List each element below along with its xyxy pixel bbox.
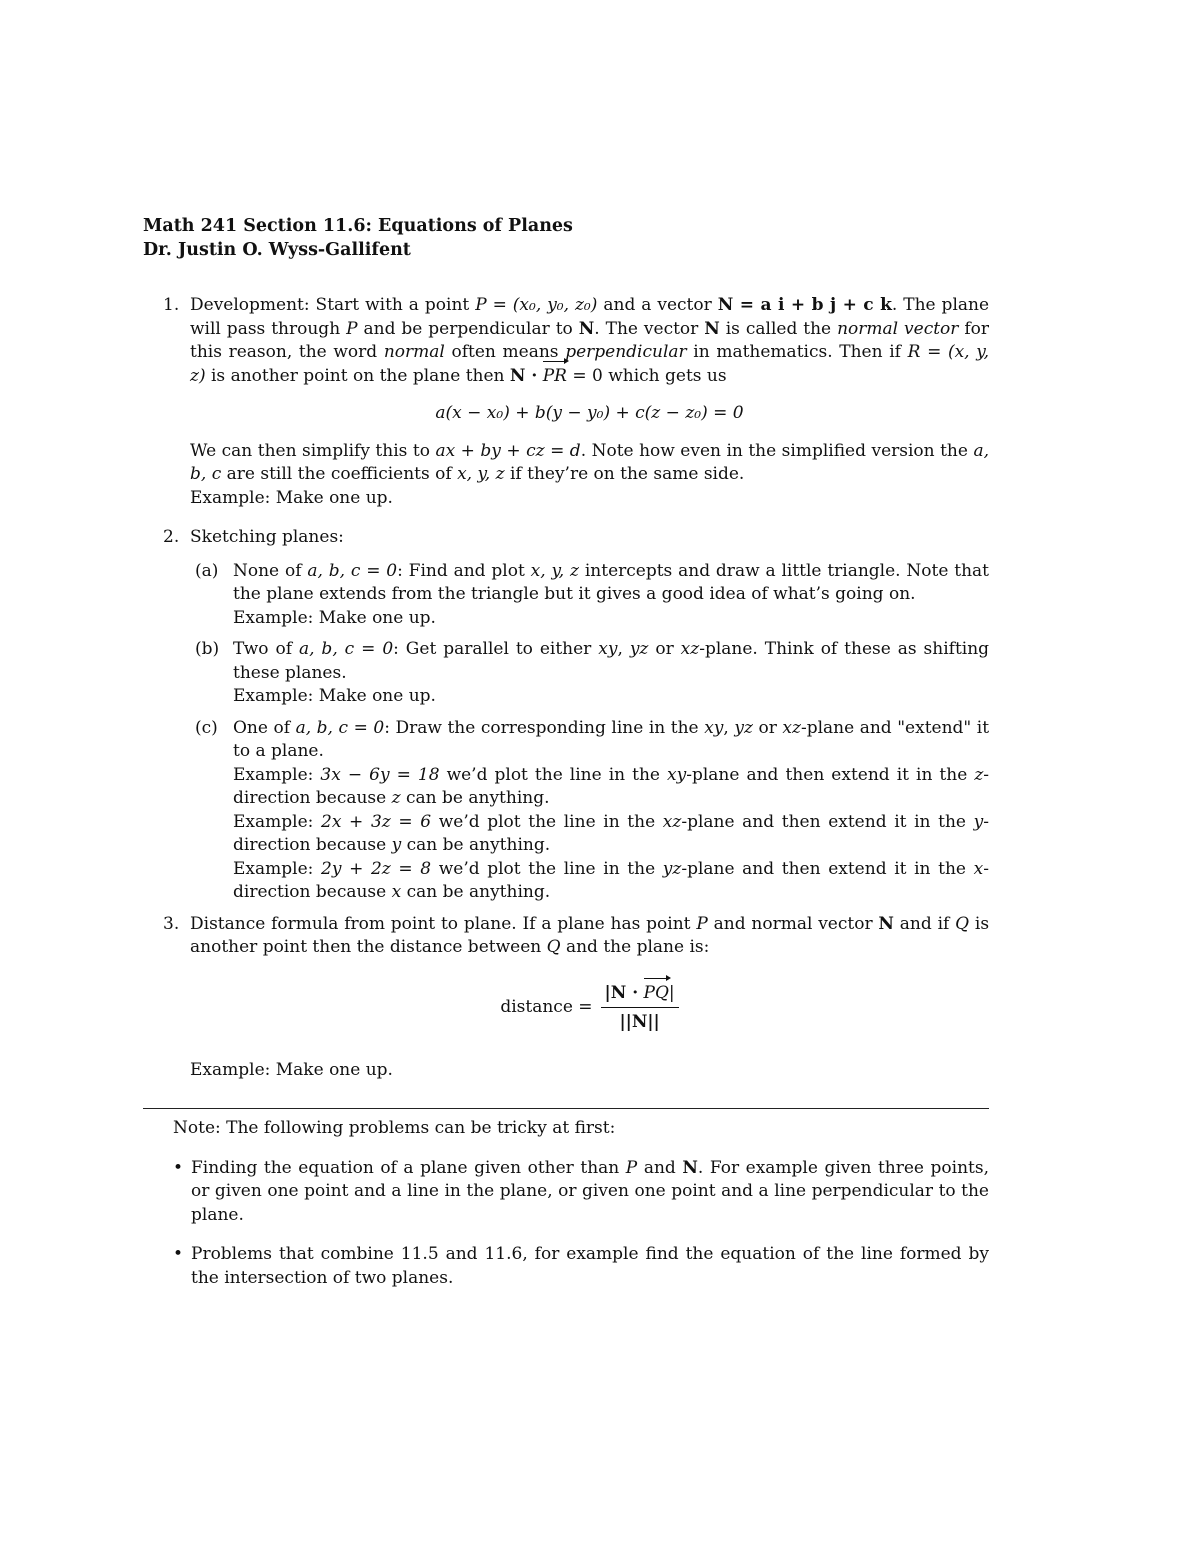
text: is another point then the distance between bbox=[190, 913, 990, 957]
math-n: N bbox=[578, 318, 595, 339]
sub-list bbox=[190, 560, 989, 905]
math-dot-lhs: N · bbox=[509, 365, 538, 386]
math-variable: z bbox=[391, 788, 401, 808]
example-line bbox=[233, 764, 989, 811]
fraction-body bbox=[601, 982, 679, 1035]
horizontal-rule bbox=[143, 1108, 989, 1109]
text: -plane and then extend it in the bbox=[681, 858, 966, 879]
formula-label: distance = bbox=[500, 997, 593, 1018]
math-example-equation: 2x + 3z = 6 bbox=[321, 811, 432, 832]
text: or bbox=[758, 717, 777, 738]
numerator-right: | bbox=[668, 982, 675, 1003]
example-line: Example: Make one up. bbox=[190, 487, 393, 508]
text: -direction because bbox=[233, 764, 990, 808]
math-abc: a, b, c bbox=[190, 440, 989, 484]
text: if they’re on the same side. bbox=[509, 464, 745, 484]
text: often means bbox=[451, 342, 559, 362]
math-p: P bbox=[346, 318, 358, 339]
text: Development: Start with a point bbox=[190, 295, 470, 315]
item-number: 2. bbox=[163, 527, 180, 547]
math-xy: xy bbox=[598, 639, 618, 659]
example-line: Example: Make one up. bbox=[233, 607, 436, 628]
bullet-icon: • bbox=[173, 1157, 184, 1178]
math-n: N bbox=[682, 1157, 698, 1178]
text: can be anything. bbox=[406, 835, 551, 855]
document-title: Math 241 Section 11.6: Equations of Planes bbox=[143, 216, 573, 236]
text: . The plane will pass through bbox=[190, 295, 990, 339]
text: One of bbox=[233, 717, 291, 738]
text: , bbox=[723, 717, 729, 738]
text: Example: bbox=[233, 811, 314, 832]
text: is another point on the plane then bbox=[211, 365, 505, 386]
list-item-distance bbox=[143, 913, 989, 1083]
math-vector-pr: PR bbox=[543, 365, 567, 389]
item-number: 1. bbox=[163, 295, 180, 315]
text: We can then simplify this to bbox=[190, 440, 430, 461]
math-xyz: x, y, z bbox=[530, 560, 580, 581]
math-variable: y bbox=[391, 835, 402, 855]
text: for this reason, the word bbox=[190, 318, 990, 362]
sub-item-c bbox=[190, 717, 989, 905]
math-example-equation: 3x − 6y = 18 bbox=[320, 764, 440, 785]
math-yz: yz bbox=[734, 717, 753, 738]
list-item-development bbox=[143, 294, 989, 510]
math-condition: a, b, c = 0 bbox=[307, 560, 398, 581]
text: can be anything. bbox=[406, 788, 550, 808]
text: Example: bbox=[233, 858, 314, 879]
document-author: Dr. Justin O. Wyss-Gallifent bbox=[143, 240, 411, 260]
text: . Note how even in the simplified version the bbox=[580, 440, 968, 461]
term-normal: normal bbox=[383, 342, 445, 362]
text: we’d plot the line in the bbox=[438, 858, 656, 879]
math-p: P bbox=[696, 913, 708, 934]
bullet-icon: • bbox=[173, 1244, 184, 1264]
text: are still the coefficients of bbox=[226, 464, 452, 484]
example-line: Example: Make one up. bbox=[190, 1059, 393, 1080]
math-plane: yz bbox=[662, 858, 682, 879]
text: -plane. Think of these as shifting these planes. bbox=[233, 639, 990, 683]
text: is called the bbox=[725, 318, 832, 339]
text: Sketching planes: bbox=[190, 527, 344, 547]
math-condition: a, b, c = 0 bbox=[295, 717, 385, 738]
denominator: ||N|| bbox=[619, 1012, 660, 1032]
notes-heading: Note: The following problems can be tricky at first: bbox=[173, 1118, 616, 1138]
distance-formula bbox=[190, 982, 989, 1035]
notes-section bbox=[143, 1117, 989, 1290]
math-n: N bbox=[704, 318, 720, 339]
numerator bbox=[601, 982, 679, 1009]
text: -plane and "extend" it to a plane. bbox=[233, 717, 990, 761]
text: Distance formula from point to plane. If a plane has point bbox=[190, 913, 691, 934]
math-n: N bbox=[878, 913, 894, 934]
main-list bbox=[143, 294, 989, 1082]
math-point-r: R = (x, y, z) bbox=[190, 342, 989, 386]
sub-item-a bbox=[190, 560, 989, 631]
math-point-p: P = (x₀, y₀, z₀) bbox=[475, 295, 598, 315]
math-normal-vector: N = a i + b j + c k bbox=[717, 295, 892, 315]
text: and normal vector bbox=[713, 913, 873, 934]
math-direction: y bbox=[973, 811, 984, 832]
document-body bbox=[143, 214, 989, 1290]
math-q: Q bbox=[546, 937, 561, 957]
fraction bbox=[500, 982, 678, 1035]
text: in mathematics. Then if bbox=[693, 342, 901, 362]
display-equation: a(x − x₀) + b(y − y₀) + c(z − z₀) = 0 bbox=[435, 403, 744, 423]
math-simplified: ax + by + cz = d bbox=[435, 440, 581, 461]
note-bullet bbox=[173, 1157, 989, 1228]
text: -direction because bbox=[233, 811, 989, 855]
math-dot-rhs: = 0 bbox=[572, 365, 603, 386]
math-direction: x bbox=[973, 858, 984, 879]
text: : Find and plot bbox=[397, 560, 525, 581]
text: which gets us bbox=[608, 365, 727, 386]
text: Example: bbox=[233, 764, 314, 785]
text: -plane and then extend it in the bbox=[686, 764, 968, 785]
sub-label: (a) bbox=[195, 560, 219, 581]
note-bullet bbox=[173, 1243, 989, 1290]
math-xz: xz bbox=[680, 639, 700, 659]
simplify-paragraph bbox=[190, 440, 989, 487]
text: and bbox=[643, 1157, 676, 1178]
text: we’d plot the line in the bbox=[446, 764, 660, 785]
math-example-equation: 2y + 2z = 8 bbox=[321, 858, 432, 879]
text: Finding the equation of a plane given other than bbox=[191, 1157, 620, 1178]
text: and if bbox=[899, 913, 950, 934]
sub-label: (b) bbox=[195, 639, 220, 659]
example-line bbox=[233, 811, 989, 858]
math-yz: yz bbox=[629, 639, 649, 659]
math-plane: xy bbox=[667, 764, 687, 785]
numerator-left: |N · bbox=[604, 982, 639, 1003]
text: or bbox=[655, 639, 674, 659]
text: . For example given three points, or given one point and a line in the plane, or given one point and a line perpendicular to the plane. bbox=[191, 1157, 990, 1225]
text: -plane and then extend it in the bbox=[681, 811, 966, 832]
math-variable: x bbox=[391, 882, 402, 902]
text: None of bbox=[233, 560, 302, 581]
sub-item-b bbox=[190, 638, 989, 709]
text: we’d plot the line in the bbox=[438, 811, 656, 832]
text: and a vector bbox=[603, 295, 712, 315]
example-line: Example: Make one up. bbox=[233, 686, 436, 706]
text: Problems that combine 11.5 and 11.6, for example find the equation of the line formed by the intersection of two planes. bbox=[191, 1244, 989, 1288]
math-xz: xz bbox=[782, 717, 801, 738]
item-number: 3. bbox=[163, 913, 180, 934]
text: , bbox=[617, 639, 623, 659]
list-item-sketching bbox=[143, 526, 989, 905]
term-perpendicular: perpendicular bbox=[565, 342, 687, 362]
math-direction: z bbox=[974, 764, 984, 785]
math-xy: xy bbox=[704, 717, 724, 738]
math-condition: a, b, c = 0 bbox=[298, 639, 394, 659]
text: . The vector bbox=[594, 318, 699, 339]
math-q: Q bbox=[955, 913, 970, 934]
text: and the plane is: bbox=[565, 937, 710, 957]
text: intercepts and draw a little triangle. Note that the plane extends from the triangle but it gives a good idea of what’s going on. bbox=[233, 560, 990, 604]
term-normal-vector: normal vector bbox=[837, 318, 959, 339]
text: : Draw the corresponding line in the bbox=[384, 717, 699, 738]
text: Two of bbox=[233, 639, 292, 659]
math-xyz: x, y, z bbox=[457, 464, 505, 484]
sub-label: (c) bbox=[195, 717, 218, 738]
text: and be perpendicular to bbox=[363, 318, 573, 339]
text: : Get parallel to either bbox=[393, 639, 592, 659]
text: -direction because bbox=[233, 858, 989, 902]
example-line bbox=[233, 858, 989, 905]
math-plane: xz bbox=[662, 811, 682, 832]
math-p: P bbox=[625, 1157, 638, 1178]
text: can be anything. bbox=[406, 882, 551, 902]
math-vector-pq: PQ bbox=[644, 982, 669, 1006]
